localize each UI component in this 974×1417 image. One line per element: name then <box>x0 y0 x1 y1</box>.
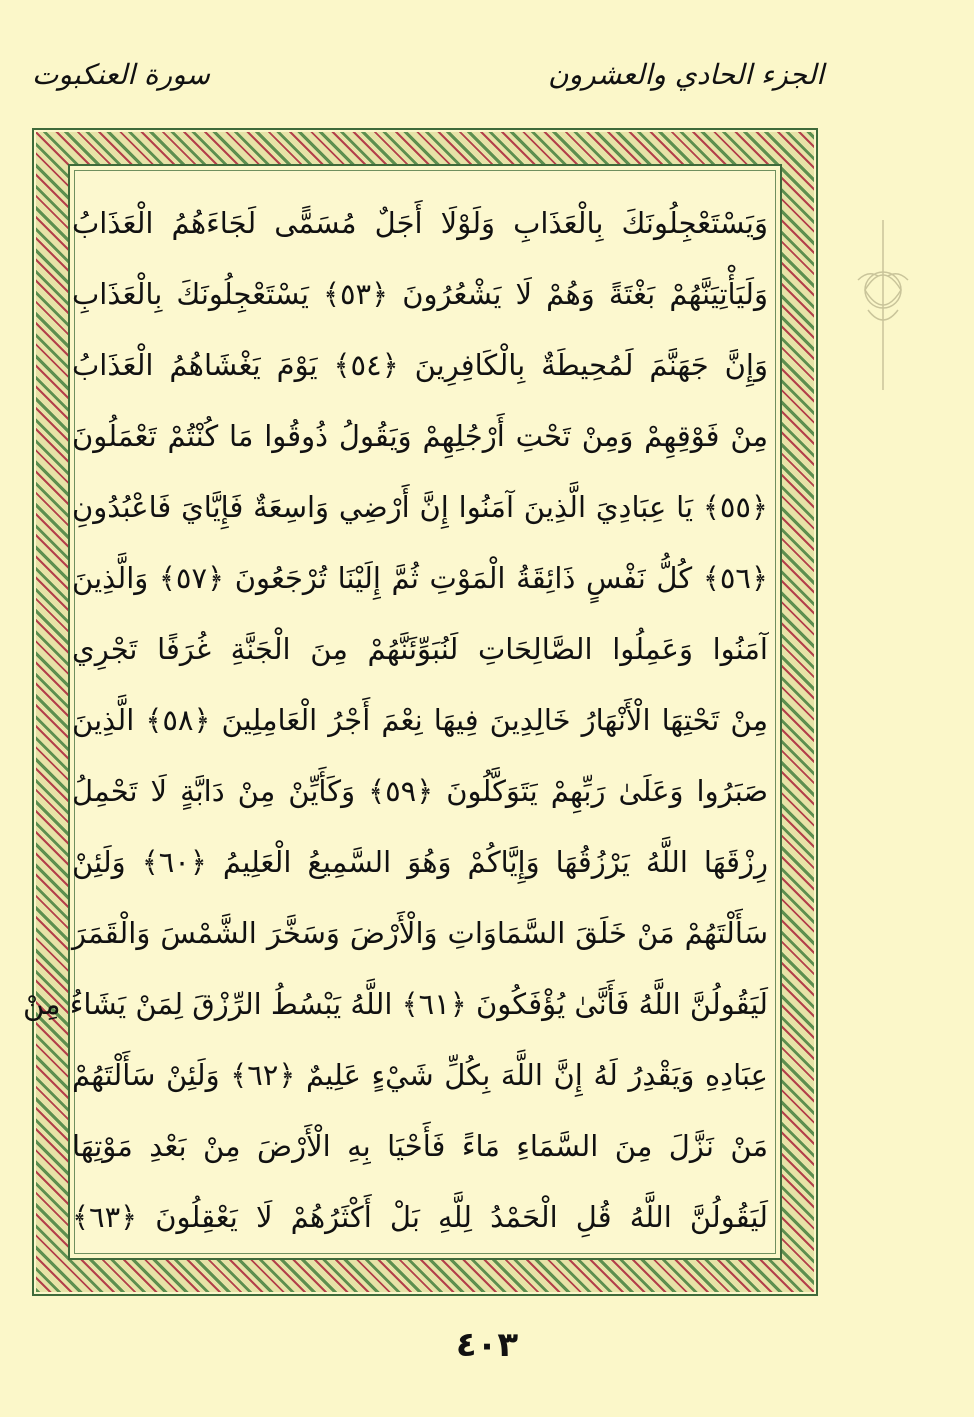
page-header <box>0 0 974 110</box>
juz-label: الجزء الحادي والعشرون <box>548 58 824 91</box>
page-number: ٤٠٣ <box>455 1325 519 1365</box>
quran-text-area <box>22 188 770 1248</box>
verse-line: لَيَقُولُنَّ اللَّهُ قُلِ الْحَمْدُ لِلَّهِ بَلْ أَكْثَرُهُمْ لَا يَعْقِلُونَ ﴿٦٣﴾ <box>72 1200 768 1234</box>
verse-line: لَيَقُولُنَّ اللَّهُ فَأَنَّىٰ يُؤْفَكُونَ ﴿٦١﴾ اللَّهُ يَبْسُطُ الرِّزْقَ لِمَنْ يَشَاءُ مِنْ <box>22 987 768 1021</box>
verse-line: ﴿٥٦﴾ كُلُّ نَفْسٍ ذَائِقَةُ الْمَوْتِ ثُمَّ إِلَيْنَا تُرْجَعُونَ ﴿٥٧﴾ وَالَّذِينَ <box>72 561 768 595</box>
verse-line: مِنْ تَحْتِهَا الْأَنْهَارُ خَالِدِينَ فِيهَا نِعْمَ أَجْرُ الْعَامِلِينَ ﴿٥٨﴾ الَّذِينَ <box>72 703 768 737</box>
verse-line: رِزْقَهَا اللَّهُ يَرْزُقُهَا وَإِيَّاكُمْ وَهُوَ السَّمِيعُ الْعَلِيمُ ﴿٦٠﴾ وَلَئِنْ <box>72 845 768 879</box>
verse-line: ﴿٥٥﴾ يَا عِبَادِيَ الَّذِينَ آمَنُوا إِنَّ أَرْضِي وَاسِعَةٌ فَإِيَّايَ فَاعْبُدُونِ <box>72 490 768 524</box>
verse-line: مِنْ فَوْقِهِمْ وَمِنْ تَحْتِ أَرْجُلِهِمْ وَيَقُولُ ذُوقُوا مَا كُنْتُمْ تَعْمَلُونَ <box>72 419 768 453</box>
verse-line: سَأَلْتَهُمْ مَنْ خَلَقَ السَّمَاوَاتِ وَالْأَرْضَ وَسَخَّرَ الشَّمْسَ وَالْقَمَرَ <box>72 916 768 950</box>
verse-line: مَنْ نَزَّلَ مِنَ السَّمَاءِ مَاءً فَأَحْيَا بِهِ الْأَرْضَ مِنْ بَعْدِ مَوْتِهَا <box>72 1129 768 1163</box>
verse-line: وَإِنَّ جَهَنَّمَ لَمُحِيطَةٌ بِالْكَافِرِينَ ﴿٥٤﴾ يَوْمَ يَغْشَاهُمُ الْعَذَابُ <box>72 348 768 382</box>
verse-line: آمَنُوا وَعَمِلُوا الصَّالِحَاتِ لَنُبَوِّئَنَّهُمْ مِنَ الْجَنَّةِ غُرَفًا تَجْرِي <box>72 632 768 666</box>
verse-line: وَيَسْتَعْجِلُونَكَ بِالْعَذَابِ وَلَوْلَا أَجَلٌ مُسَمًّى لَجَاءَهُمُ الْعَذَابُ <box>72 206 768 240</box>
surah-name-label: سورة العنكبوت <box>32 58 211 91</box>
verse-line: عِبَادِهِ وَيَقْدِرُ لَهُ إِنَّ اللَّهَ بِكُلِّ شَيْءٍ عَلِيمٌ ﴿٦٢﴾ وَلَئِنْ سَأَلْتَهُمْ <box>72 1058 768 1092</box>
hizb-ornament-icon <box>848 210 918 400</box>
verse-line: وَلَيَأْتِيَنَّهُمْ بَغْتَةً وَهُمْ لَا يَشْعُرُونَ ﴿٥٣﴾ يَسْتَعْجِلُونَكَ بِالْعَذَابِ <box>72 277 768 311</box>
verse-line: صَبَرُوا وَعَلَىٰ رَبِّهِمْ يَتَوَكَّلُونَ ﴿٥٩﴾ وَكَأَيِّنْ مِنْ دَابَّةٍ لَا تَحْمِلُ <box>72 774 768 808</box>
